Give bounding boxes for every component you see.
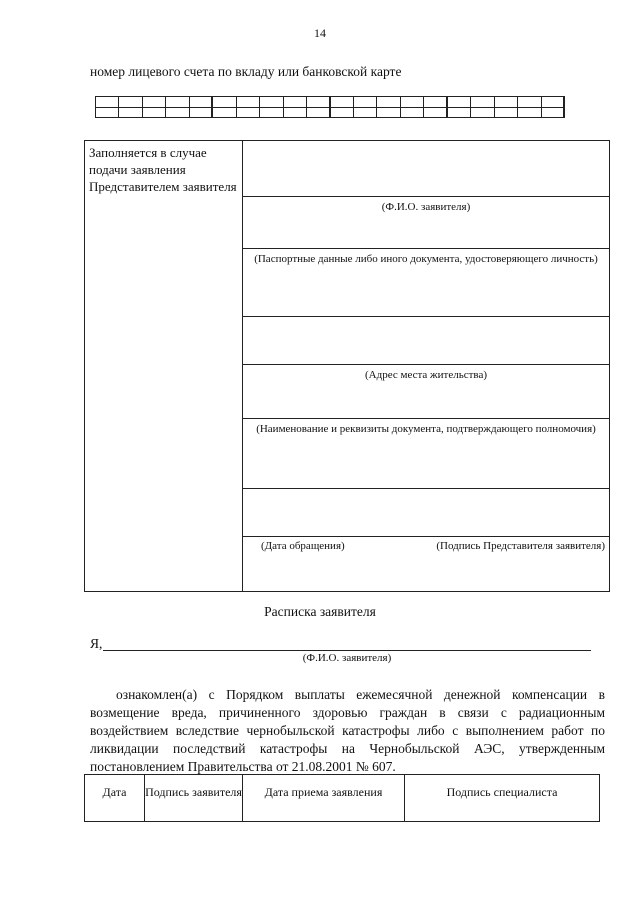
receipt-fio-line[interactable] [103,650,591,651]
account-digit-cell[interactable] [542,97,564,117]
address-caption-row[interactable] [243,365,609,419]
receipt-fio-caption: (Ф.И.О. заявителя) [302,652,392,664]
account-digit-cell[interactable] [284,97,307,117]
account-number-label: номер лицевого счета по вкладу или банковской карте [90,64,402,79]
receipt-paragraph: ознакомлен(а) с Порядком выплаты ежемесячной денежной компенсации в возмещение вреда, причиненного здоровью граждан в связи с радиационным воздействием вследствие чернобыльской катастрофы либо с выполнением работ по ликвидации последствий катастрофы на Чернобыльской АЭС, утвержденным постановлением Правительства от 21.08.2001 № 607. [90,687,605,774]
passport-caption: (Паспортные данные либо иного документа, удостоверяющего личность) [254,253,598,265]
address-caption: (Адрес места жительства) [364,369,488,381]
account-digit-cell[interactable] [424,97,447,117]
account-digit-cell[interactable] [260,97,283,117]
applicant-fio-caption-row [243,197,609,249]
account-number-grid[interactable] [95,96,565,118]
table-header-date: Дата [85,775,145,821]
account-digit-cell[interactable] [495,97,518,117]
representative-fields [243,141,609,591]
passport-caption-row[interactable] [243,249,609,317]
receipt-title: Расписка заявителя [264,604,376,619]
receipt-prefix: Я, [90,636,103,651]
authority-caption: (Наименование и реквизиты документа, подтверждающего полномочия) [256,423,596,435]
account-digit-cell[interactable] [448,97,471,117]
account-digit-cell[interactable] [213,97,236,117]
account-digit-cell[interactable] [471,97,494,117]
date-signature-row[interactable] [243,537,609,593]
account-digit-cell[interactable] [143,97,166,117]
account-digit-cell[interactable] [119,97,142,117]
representative-signature-caption: (Подпись Представителя заявителя) [436,540,605,552]
representative-section [84,140,610,592]
account-digit-cell[interactable] [307,97,330,117]
account-digit-cell[interactable] [166,97,189,117]
account-digit-cell[interactable] [401,97,424,117]
account-digit-cell[interactable] [331,97,354,117]
page-number: 14 [314,26,326,40]
request-date-caption: (Дата обращения) [261,540,345,552]
applicant-fio-field[interactable] [243,141,609,197]
account-digit-cell[interactable] [377,97,400,117]
account-digit-cell[interactable] [237,97,260,117]
account-digit-cell[interactable] [96,97,119,117]
table-header-receipt-date: Дата приема заявления [243,775,405,821]
applicant-fio-caption: (Ф.И.О. заявителя) [381,201,471,213]
account-digit-cell[interactable] [190,97,213,117]
authority-field[interactable] [243,489,609,537]
account-digit-cell[interactable] [518,97,541,117]
table-header-applicant-signature: Подпись заявителя [145,775,243,821]
table-header-specialist-signature: Подпись специалиста [446,785,558,799]
representative-note: Заполняется в случае подачи заявления Представителем заявителя [85,141,243,591]
account-digit-cell[interactable] [354,97,377,117]
authority-caption-row[interactable] [243,419,609,489]
receipt-table [84,774,600,822]
passport-field[interactable] [243,317,609,365]
